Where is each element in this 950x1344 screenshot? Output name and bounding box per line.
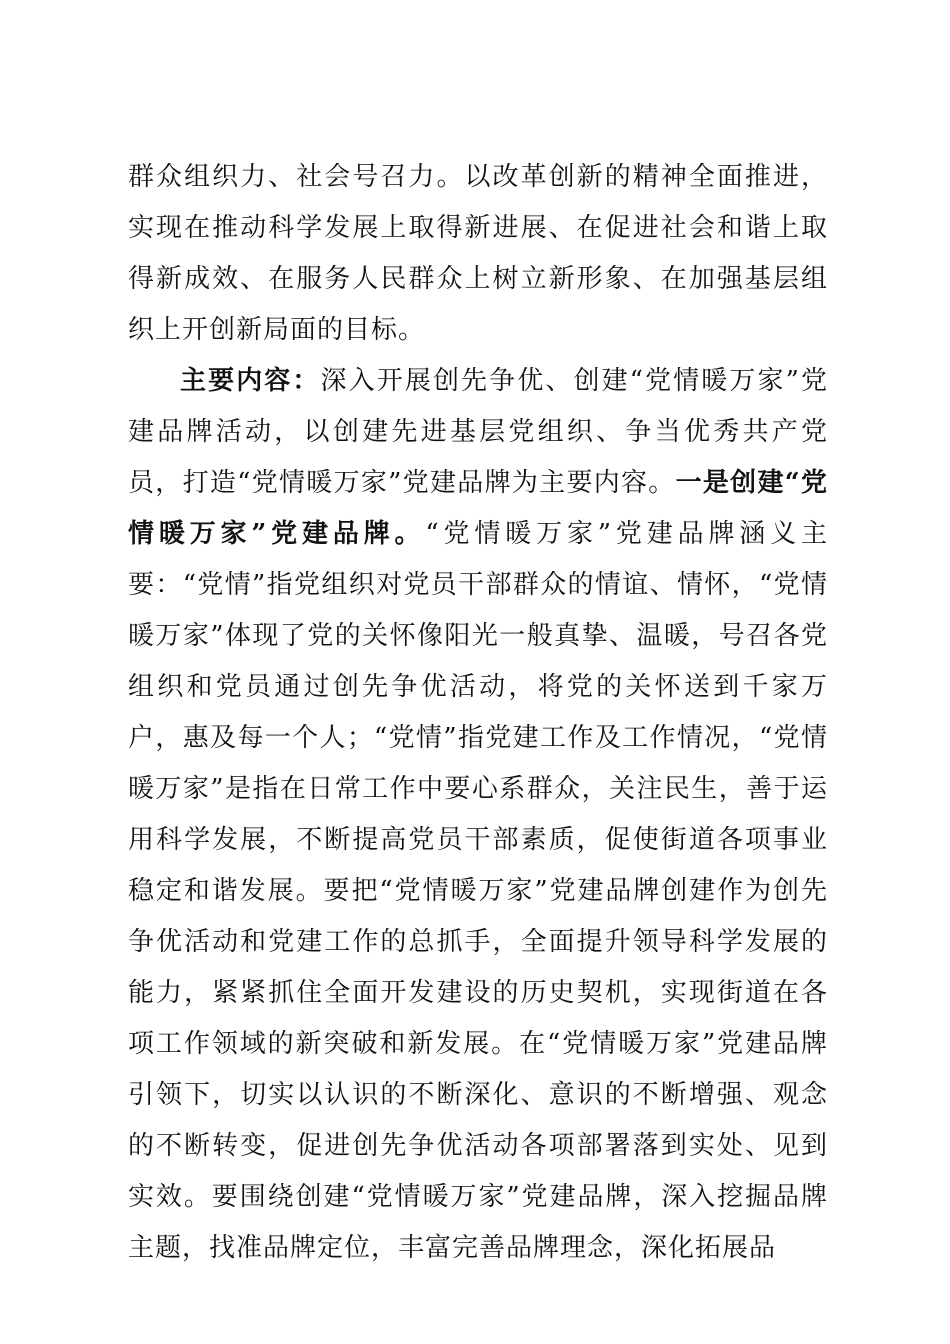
main-content-heading: 主要内容： <box>180 366 321 396</box>
main-content-intro: 深入开展创先争优、创建“党情暖万家”党建品牌活动，以创建先进基层党组织、争当优秀共产党员，打造“党情暖万家”党建品牌为主要内容。 <box>128 366 828 498</box>
brand-meaning-text: “党情暖万家”党建品牌涵义主要：“党情”指党组织对党员干部群众的情谊、情怀，“党情暖万家”体现了党的关怀像阳光一般真挚、温暖，号召各党组织和党员通过创先争优活动，将党的关怀送到千家万户，惠及每一个人；“党情”指党建工作及工作情况，“党情暖万家”是指在日常工作中要心系群众，关注民生，善于运用科学发展，不断提高党员干部素质，促使街道各项事业稳定和谐发展。要把“党情暖万家”党建品牌创建作为创先争优活动和党建工作的总抓手，全面提升领导科学发展的能力，紧紧抓住全面开发建设的历史契机，实现街道在各项工作领域的新突破和新发展。在“党情暖万家”党建品牌引领下，切实以认识的不断深化、意识的不断增强、观念的不断转变，促进创先争优活动各项部署落到实处、见到实效。要围绕创建“党情暖万家”党建品牌，深入挖掘品牌主题，找准品牌定位，丰富完善品牌理念，深化拓展品 <box>128 519 828 1263</box>
first-point-statement: 一是创建“党情暖万家”党建品牌。 <box>128 468 828 549</box>
document-body <box>128 152 828 1274</box>
paragraph-goals-continuation: 群众组织力、社会号召力。以改革创新的精神全面推进，实现在推动科学发展上取得新进展、在促进社会和谐上取得新成效、在服务人民群众上树立新形象、在加强基层组织上开创新局面的目标。 <box>128 162 828 345</box>
paragraph-main-content <box>128 356 828 1274</box>
